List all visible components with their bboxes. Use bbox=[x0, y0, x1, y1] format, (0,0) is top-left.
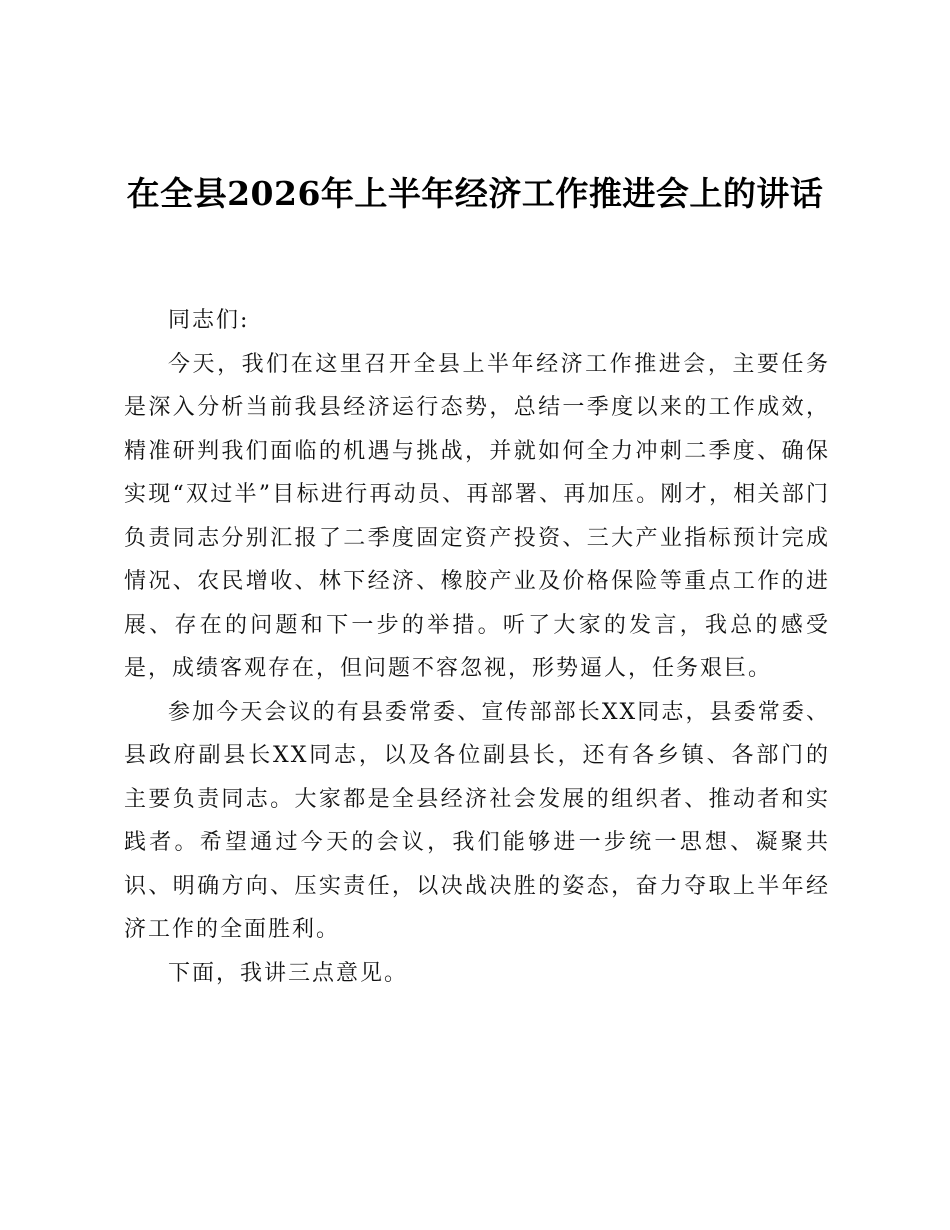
salutation: 同志们: bbox=[168, 308, 250, 333]
document-title: 在全县2026年上半年经济工作推进会上的讲话 bbox=[126, 174, 824, 213]
paragraph-opening: 今天，我们在这里召开全县上半年经济工作推进会，主要任务是深入分析当前我县经济运行态势，总结一季度以来的工作成效，精准研判我们面临的机遇与挑战，并就如何全力冲刺二季度、确保实现“双过半”目标进行再动员、再部署、再加压。刚才，相关部门负责同志分别汇报了二季度固定资产投资、三大产业指标预计完成情况、农民增收、林下经济、橡胶产业及价格保险等重点工作的进展、存在的问题和下一步的举措。听了大家的发言，我总的感受是，成绩客观存在，但问题不容忽视，形势逼人，任务艰巨。 bbox=[124, 351, 830, 681]
paragraph-attendees: 参加今天会议的有县委常委、宣传部部长XX同志，县委常委、县政府副县长XX同志，以及各位副县长，还有各乡镇、各部门的主要负责同志。大家都是全县经济社会发展的组织者、推动者和实践者。希望通过今天的会议，我们能够进一步统一思想、凝聚共识、明确方向、压实责任，以决战决胜的姿态，奋力夺取上半年经济工作的全面胜利。 bbox=[124, 699, 830, 942]
document-body bbox=[124, 299, 830, 995]
paragraph-outline: 下面，我讲三点意见。 bbox=[168, 960, 409, 986]
